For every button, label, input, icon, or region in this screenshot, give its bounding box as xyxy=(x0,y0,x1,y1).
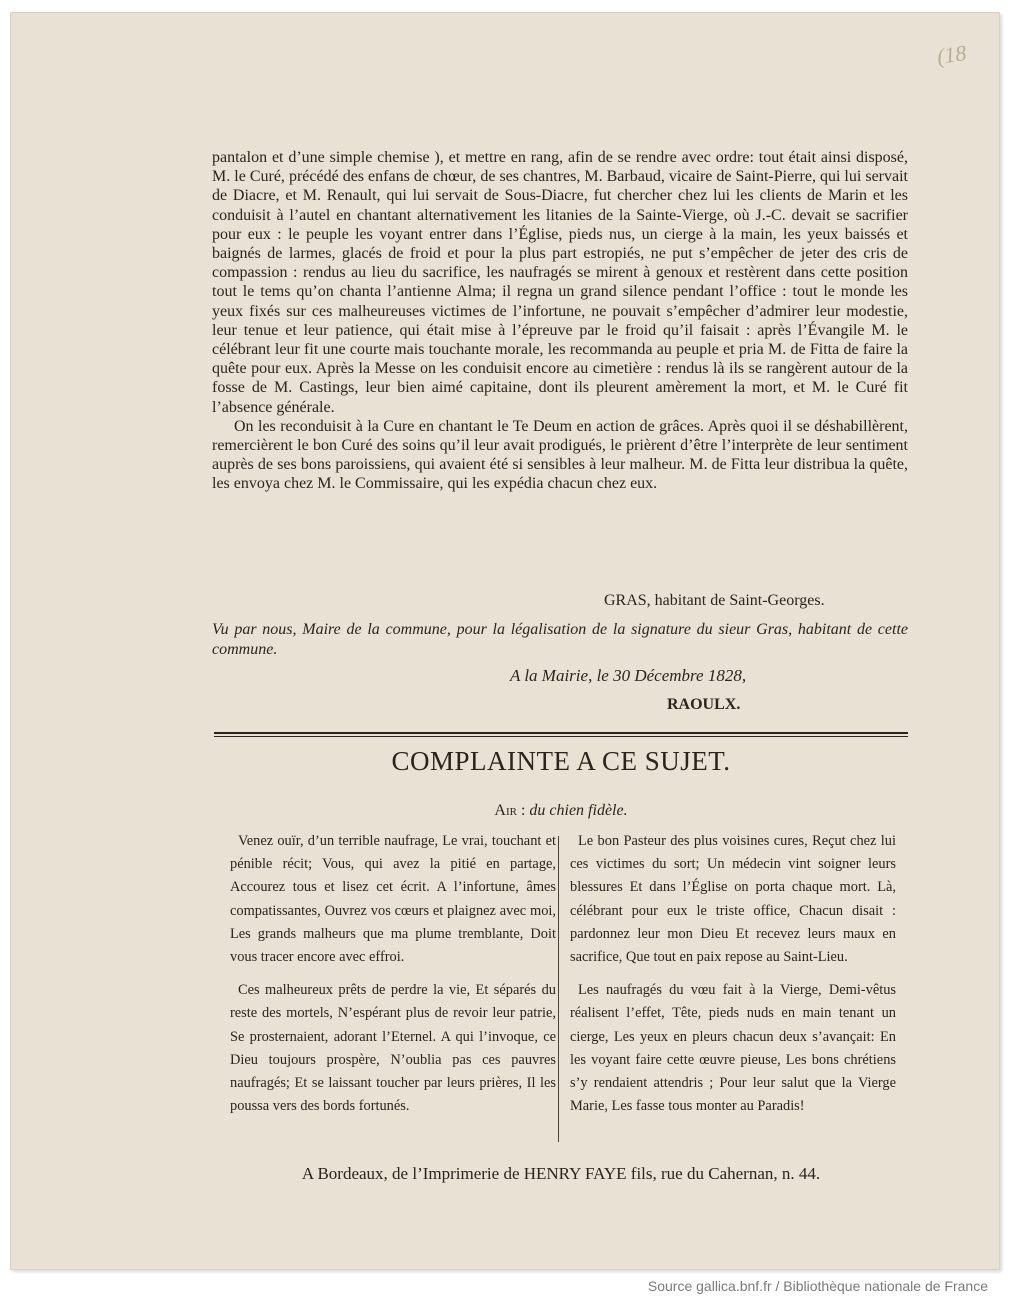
legalization-statement: Vu par nous, Maire de la commune, pour la légalisation de la signature du sieur Gras, habitant de cette commune. xyxy=(212,621,908,658)
mairie-date: le 30 Décembre 1828, xyxy=(596,666,747,685)
verse-3: Le bon Pasteur des plus voisines cures, Reçut chez lui ces victimes du sort; Un médecin vint soigner leurs blessures Et dans l’Église on porta chaque mort. Là, célébrant pour eux le triste office, Chacun disait : pardonnez leur mon Dieu Et recevez leurs maux en sacrifice, Que tout en paix repose au Saint-Lieu. xyxy=(570,833,896,966)
mayor-name: RAOULX. xyxy=(667,696,741,713)
air-name: du chien fidèle. xyxy=(529,802,628,819)
handwritten-corner-mark: (18 xyxy=(935,40,968,69)
column-divider xyxy=(558,836,559,1142)
signature-line: GRAS, habitant de Saint-Georges. xyxy=(604,592,825,609)
song-column-left xyxy=(230,830,556,1128)
air-line xyxy=(214,802,908,820)
song-column-right xyxy=(570,830,896,1128)
air-label: Air : xyxy=(494,802,526,819)
mairie-place: A la Mairie, xyxy=(510,666,593,685)
section-divider-thin xyxy=(214,736,908,737)
body-text xyxy=(212,148,908,494)
verse-4: Les naufragés du vœu fait à la Vierge, Demi-vêtus réalisent l’effet, Tête, pieds nuds en main tenant un cierge, Les yeux en pleurs chacun deux s’avançait: En les voyant faire cette œuvre pieuse, Les bons chrétiens s’y rendaient attendris ; Pour leur salut que la Vierge Marie, Les fasse tous monter au Paradis! xyxy=(570,982,896,1115)
verse-2: Ces malheureux prêts de perdre la vie, Et séparés du reste des mortels, N’espérant plus de revoir leur patrie, Se prosternaient, adorant l’Eternel. A qui l’invoque, ce Dieu toujours prospère, N’oublia pas ces pauvres naufragés; Et se laissant toucher par leurs prières, Il les poussa vers des bords fortunés. xyxy=(230,982,556,1115)
printer-imprint: A Bordeaux, de l’Imprimerie de HENRY FAYE fils, rue du Cahernan, n. 44. xyxy=(301,1164,821,1183)
body-paragraph-1: pantalon et d’une simple chemise ), et mettre en rang, afin de se rendre avec ordre: tout était ainsi disposé, M. le Curé, précédé des enfans de chœur, de ses chantres, M. Barbaud, vicaire de Saint-Pierre, qui lui servait de Diacre, et M. Renault, qui lui servait de Sous-Diacre, fut chercher chez lui les clients de Marin et les conduisit à l’autel en chantant alternativement les litanies de la Sainte-Vierge, où J.-C. devait se sacrifier pour eux : le peuple les voyant entrer dans l’Église, pieds nus, un cierge à la main, les yeux baissés et baignés de larmes, glacés de froid et pour la plus part estropiés, ne put s’empêcher de jeter des cris de compassion : rendus au lieu du sacrifice, les naufragés se mirent à genoux et restèrent dans cette position tout le tems qu’on chanta l’antienne Alma; il regna un grand silence pendant l’office : tout le monde les yeux fixés sur ces malheureuses victimes de l’infortune, ne pouvait s’empêcher d’admirer leur modestie, leur tenue et leur patience, qui était mise à l’épreuve par le froid qu’il faisait : après l’Évangile M. le célébrant leur fit une courte mais touchante morale, les recommanda au peuple et pria M. de Fitta de faire la quête pour eux. Après la Messe on les conduisit encore au cimetière : rendus là ils se rangèrent autour de la fosse de M. Castings, leur bien aimé capitaine, dont ils pleurent amèrement la mort, et M. le Curé fit l’absence générale. xyxy=(212,149,908,416)
section-divider-thick xyxy=(214,732,908,734)
complainte-title: COMPLAINTE A CE SUJET. xyxy=(391,746,731,776)
mairie-date-line xyxy=(510,666,746,686)
source-credit: Source gallica.bnf.fr / Bibliothèque nationale de France xyxy=(647,1278,988,1294)
verse-1: Venez ouïr, d’un terrible naufrage, Le vrai, touchant et pénible récit; Vous, qui avez la pitié en partage, Accourez tous et lisez cet écrit. A l’infortune, âmes compatissantes, Ouvrez vos cœurs et plaignez avec moi, Les grands malheurs que ma plume tremblante, Doit vous tracer encore avec effroi. xyxy=(230,833,556,966)
body-paragraph-2: On les reconduisit à la Cure en chantant le Te Deum en action de grâces. Après quoi il se déshabillèrent, remercièrent le bon Curé des soins qu’il leur avait prodigués, le prièrent d’être l’interprète de leur sentiment auprès de ses bons paroissiens, qui avaient été si sensibles à leur malheur. M. de Fitta leur distribua la quête, les envoya chez M. le Commissaire, qui les expédia chacun chez eux. xyxy=(212,417,908,493)
